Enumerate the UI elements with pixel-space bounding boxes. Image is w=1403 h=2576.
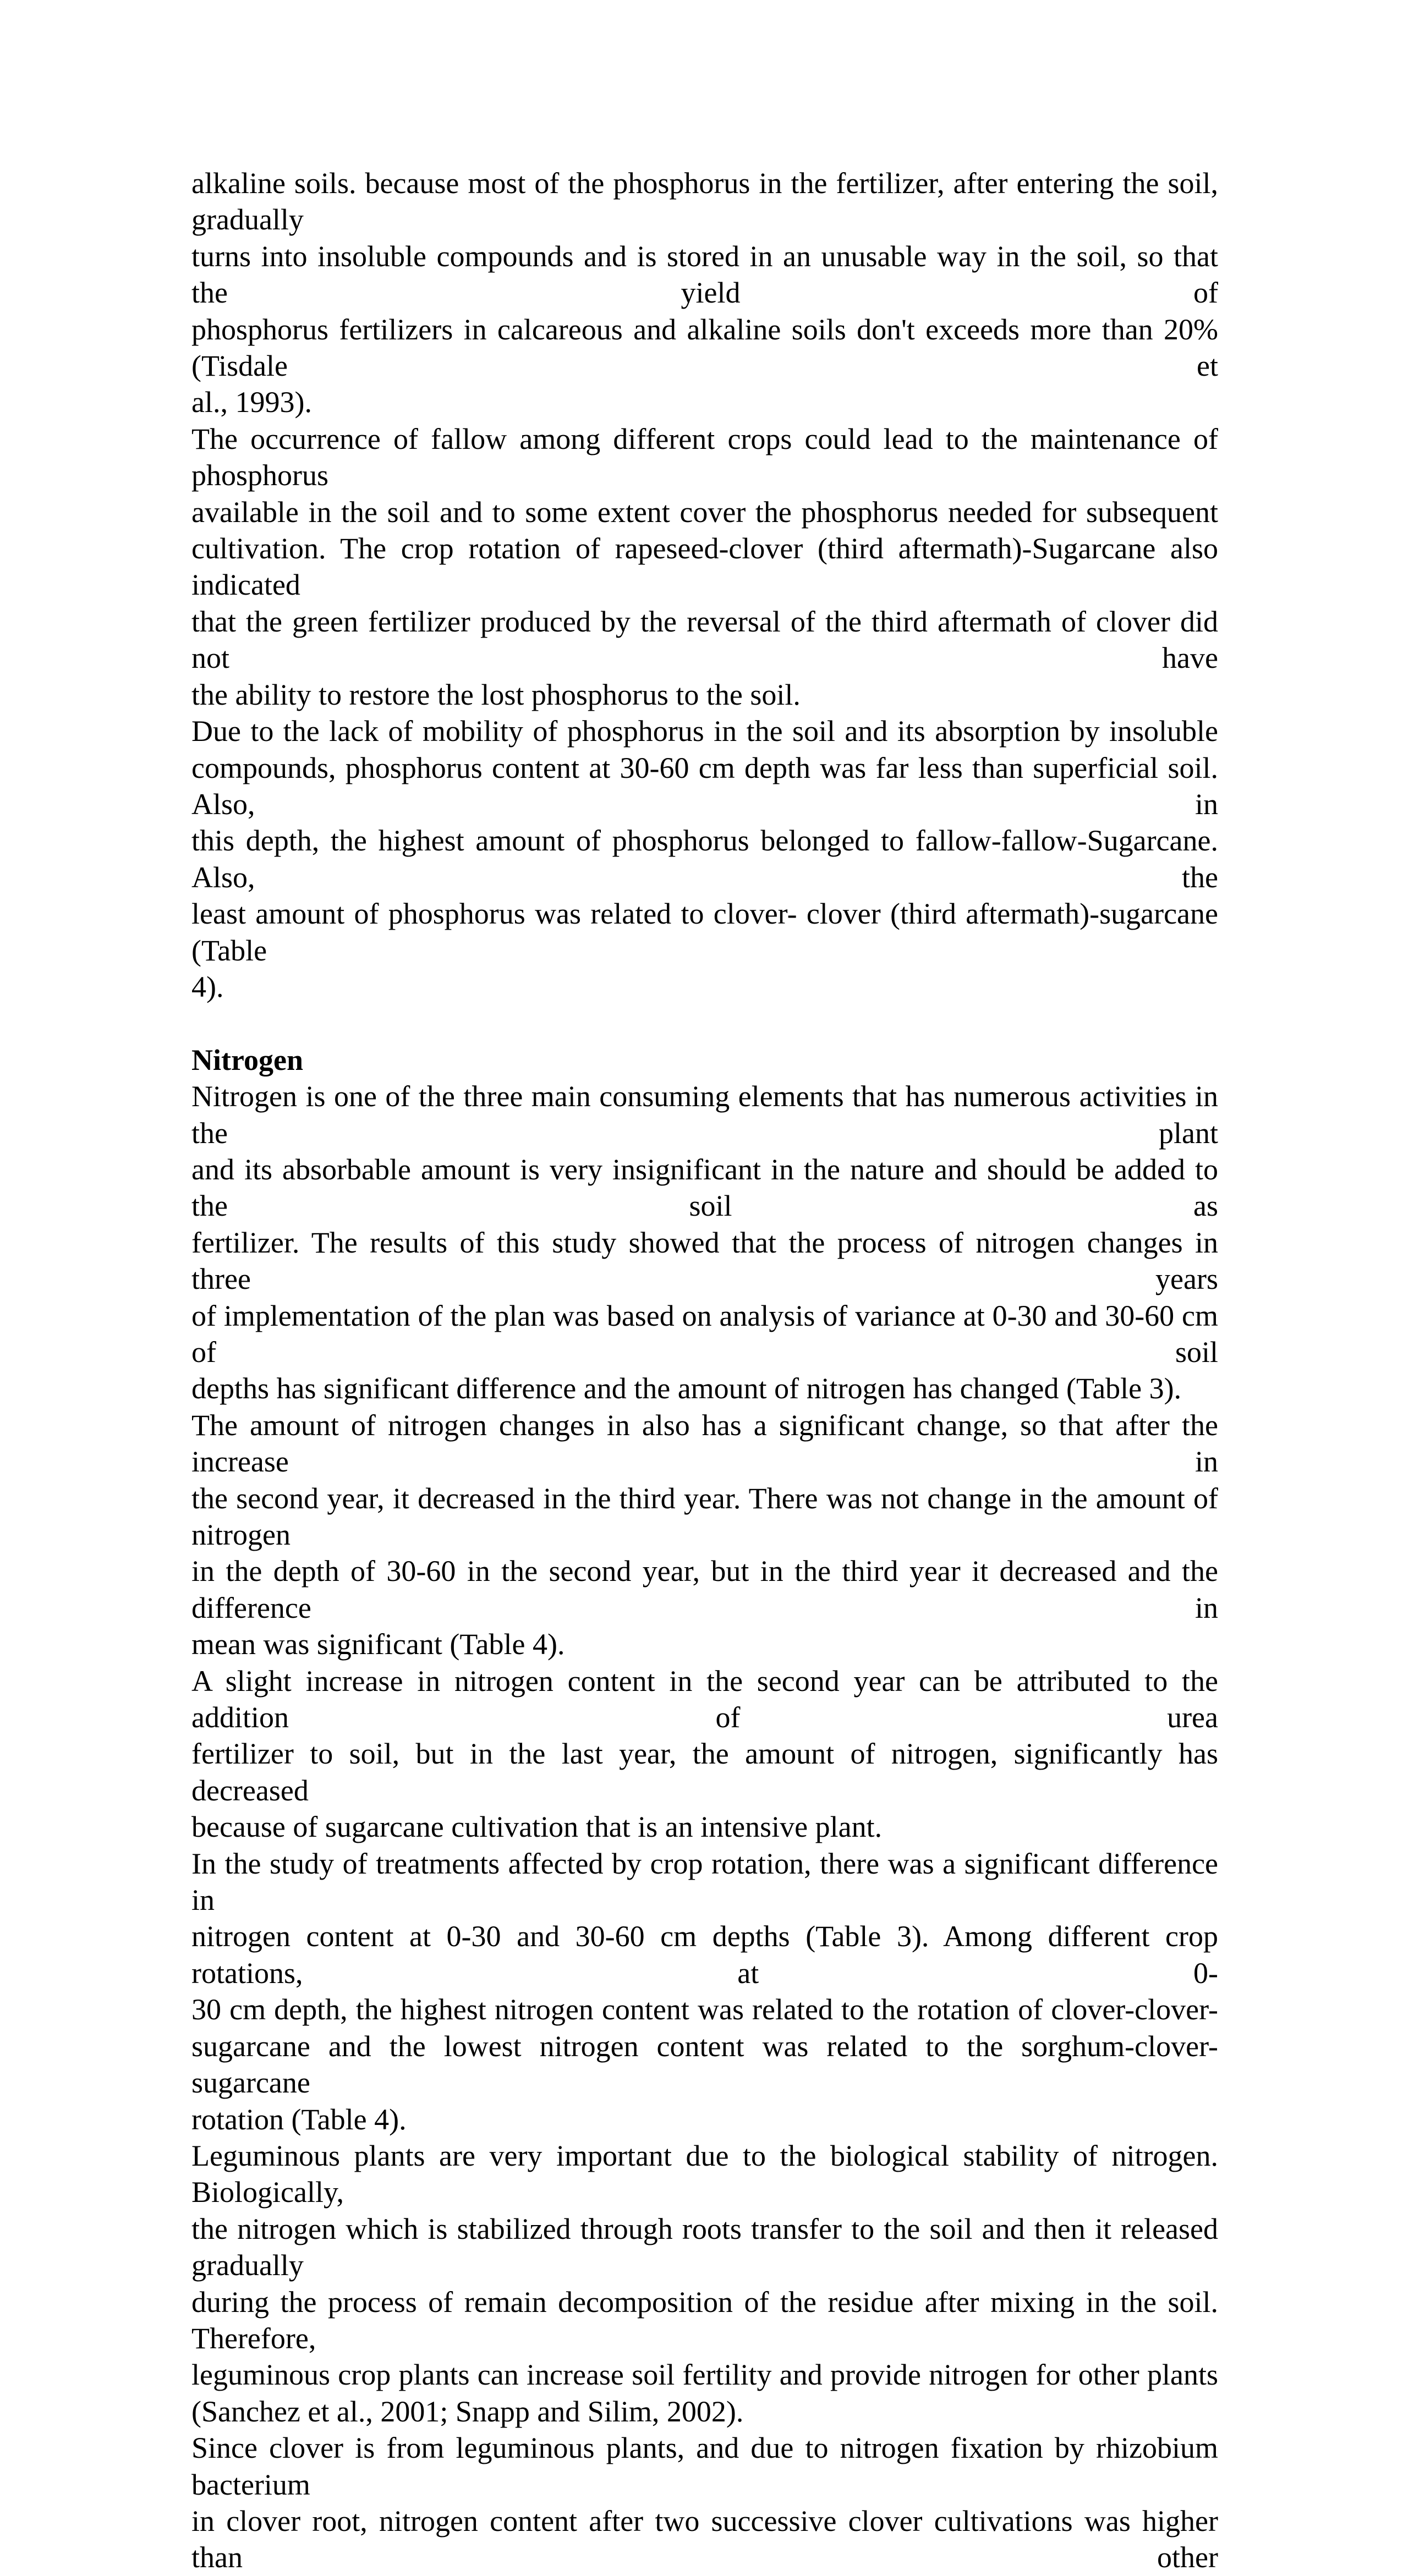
text-line: The amount of nitrogen changes in also has a significant change, so that after the increase in: [191, 1408, 1218, 1479]
text-line: the nitrogen which is stabilized through roots transfer to the soil and then it released gradually: [191, 2212, 1218, 2282]
text-line: Due to the lack of mobility of phosphorus in the soil and its absorption by insoluble: [191, 715, 1218, 748]
text-line: A slight increase in nitrogen content in the second year can be attributed to the addition of urea: [191, 1664, 1218, 1734]
text-line: this depth, the highest amount of phosphorus belonged to fallow-fallow-Sugarcane. Also, the: [191, 824, 1218, 894]
text-line: that the green fertilizer produced by the reversal of the third aftermath of clover did not have: [191, 605, 1218, 675]
text-line: and its absorbable amount is very insignificant in the nature and should be added to the soil as: [191, 1152, 1218, 1223]
paragraph-6: [191, 1078, 1218, 1407]
blank-line: [191, 1005, 1218, 1041]
text-line: 30 cm depth, the highest nitrogen content was related to the rotation of clover-clover-: [191, 1993, 1218, 2026]
text-line: turns into insoluble compounds and is stored in an unusable way in the soil, so that the yield of: [191, 239, 1218, 310]
text-line: nitrogen content at 0-30 and 30-60 cm depths (Table 3). Among different crop rotations, at 0-: [191, 1920, 1218, 1990]
text-line: 4).: [191, 970, 224, 1003]
text-line: rotation (Table 4).: [191, 2102, 407, 2136]
text-line: fertilizer. The results of this study showed that the process of nitrogen changes in three years: [191, 1226, 1218, 1296]
text-line: in the depth of 30-60 in the second year, but in the third year it decreased and the difference in: [191, 1555, 1218, 1624]
text-line: (Sanchez et al., 2001; Snapp and Silim, 2002).: [191, 2394, 744, 2428]
text-line: In the study of treatments affected by crop rotation, there was a significant difference in: [191, 1847, 1218, 1917]
text-line: sugarcane and the lowest nitrogen content was related to the sorghum-clover-sugarcane: [191, 2029, 1218, 2100]
text-line: al., 1993).: [191, 386, 312, 419]
text-line: because of sugarcane cultivation that is an intensive plant.: [191, 1810, 883, 1844]
paragraph-10: [191, 2138, 1218, 2430]
text-line: the ability to restore the lost phosphorus to the soil.: [191, 678, 801, 711]
paragraph-3: [191, 713, 1218, 1005]
text-line: Leguminous plants are very important due to the biological stability of nitrogen. Biologically,: [191, 2139, 1218, 2209]
text-line: of implementation of the plan was based on analysis of variance at 0-30 and 30-60 cm of soil: [191, 1299, 1218, 1369]
text-line: fertilizer to soil, but in the last year, the amount of nitrogen, significantly has decreased: [191, 1737, 1218, 1807]
paragraph-2: [191, 421, 1218, 713]
paragraph-1: [191, 165, 1218, 421]
text-line: depths has significant difference and the amount of nitrogen has changed (Table 3).: [191, 1372, 1182, 1405]
text-line: the second year, it decreased in the third year. There was not change in the amount of nitrogen: [191, 1481, 1218, 1552]
text-line: during the process of remain decomposition of the residue after mixing in the soil. Therefore,: [191, 2285, 1218, 2355]
text-line: cultivation. The crop rotation of rapeseed-clover (third aftermath)-Sugarcane also indicated: [191, 532, 1218, 602]
text-line: least amount of phosphorus was related to clover- clover (third aftermath)-sugarcane (Table: [191, 897, 1218, 967]
text-line: available in the soil and to some extent cover the phosphorus needed for subsequent: [191, 495, 1218, 529]
paragraph-7: [191, 1407, 1218, 1663]
text-line: alkaline soils. because most of the phosphorus in the fertilizer, after entering the soil, gradually: [191, 167, 1218, 237]
text-line: Since clover is from leguminous plants, and due to nitrogen fixation by rhizobium bacterium: [191, 2431, 1218, 2501]
text-line: leguminous crop plants can increase soil fertility and provide nitrogen for other plants: [191, 2358, 1218, 2392]
paragraph-8: [191, 1663, 1218, 1846]
page-text-area: [191, 165, 1218, 2576]
section-heading-nitrogen: Nitrogen: [191, 1043, 303, 1076]
text-line: Nitrogen is one of the three main consuming elements that has numerous activities in the plant: [191, 1080, 1218, 1150]
text-line: The occurrence of fallow among different crops could lead to the maintenance of phosphorus: [191, 422, 1218, 492]
text-line: in clover root, nitrogen content after two successive clover cultivations was higher than other: [191, 2504, 1218, 2574]
paragraph-11: [191, 2430, 1218, 2576]
paragraph-9: [191, 1846, 1218, 2138]
text-line: mean was significant (Table 4).: [191, 1628, 565, 1661]
text-line: phosphorus fertilizers in calcareous and alkaline soils don't exceeds more than 20% (Tisdale et: [191, 312, 1218, 383]
text-line: compounds, phosphorus content at 30-60 cm depth was far less than superficial soil. Also, in: [191, 751, 1218, 821]
